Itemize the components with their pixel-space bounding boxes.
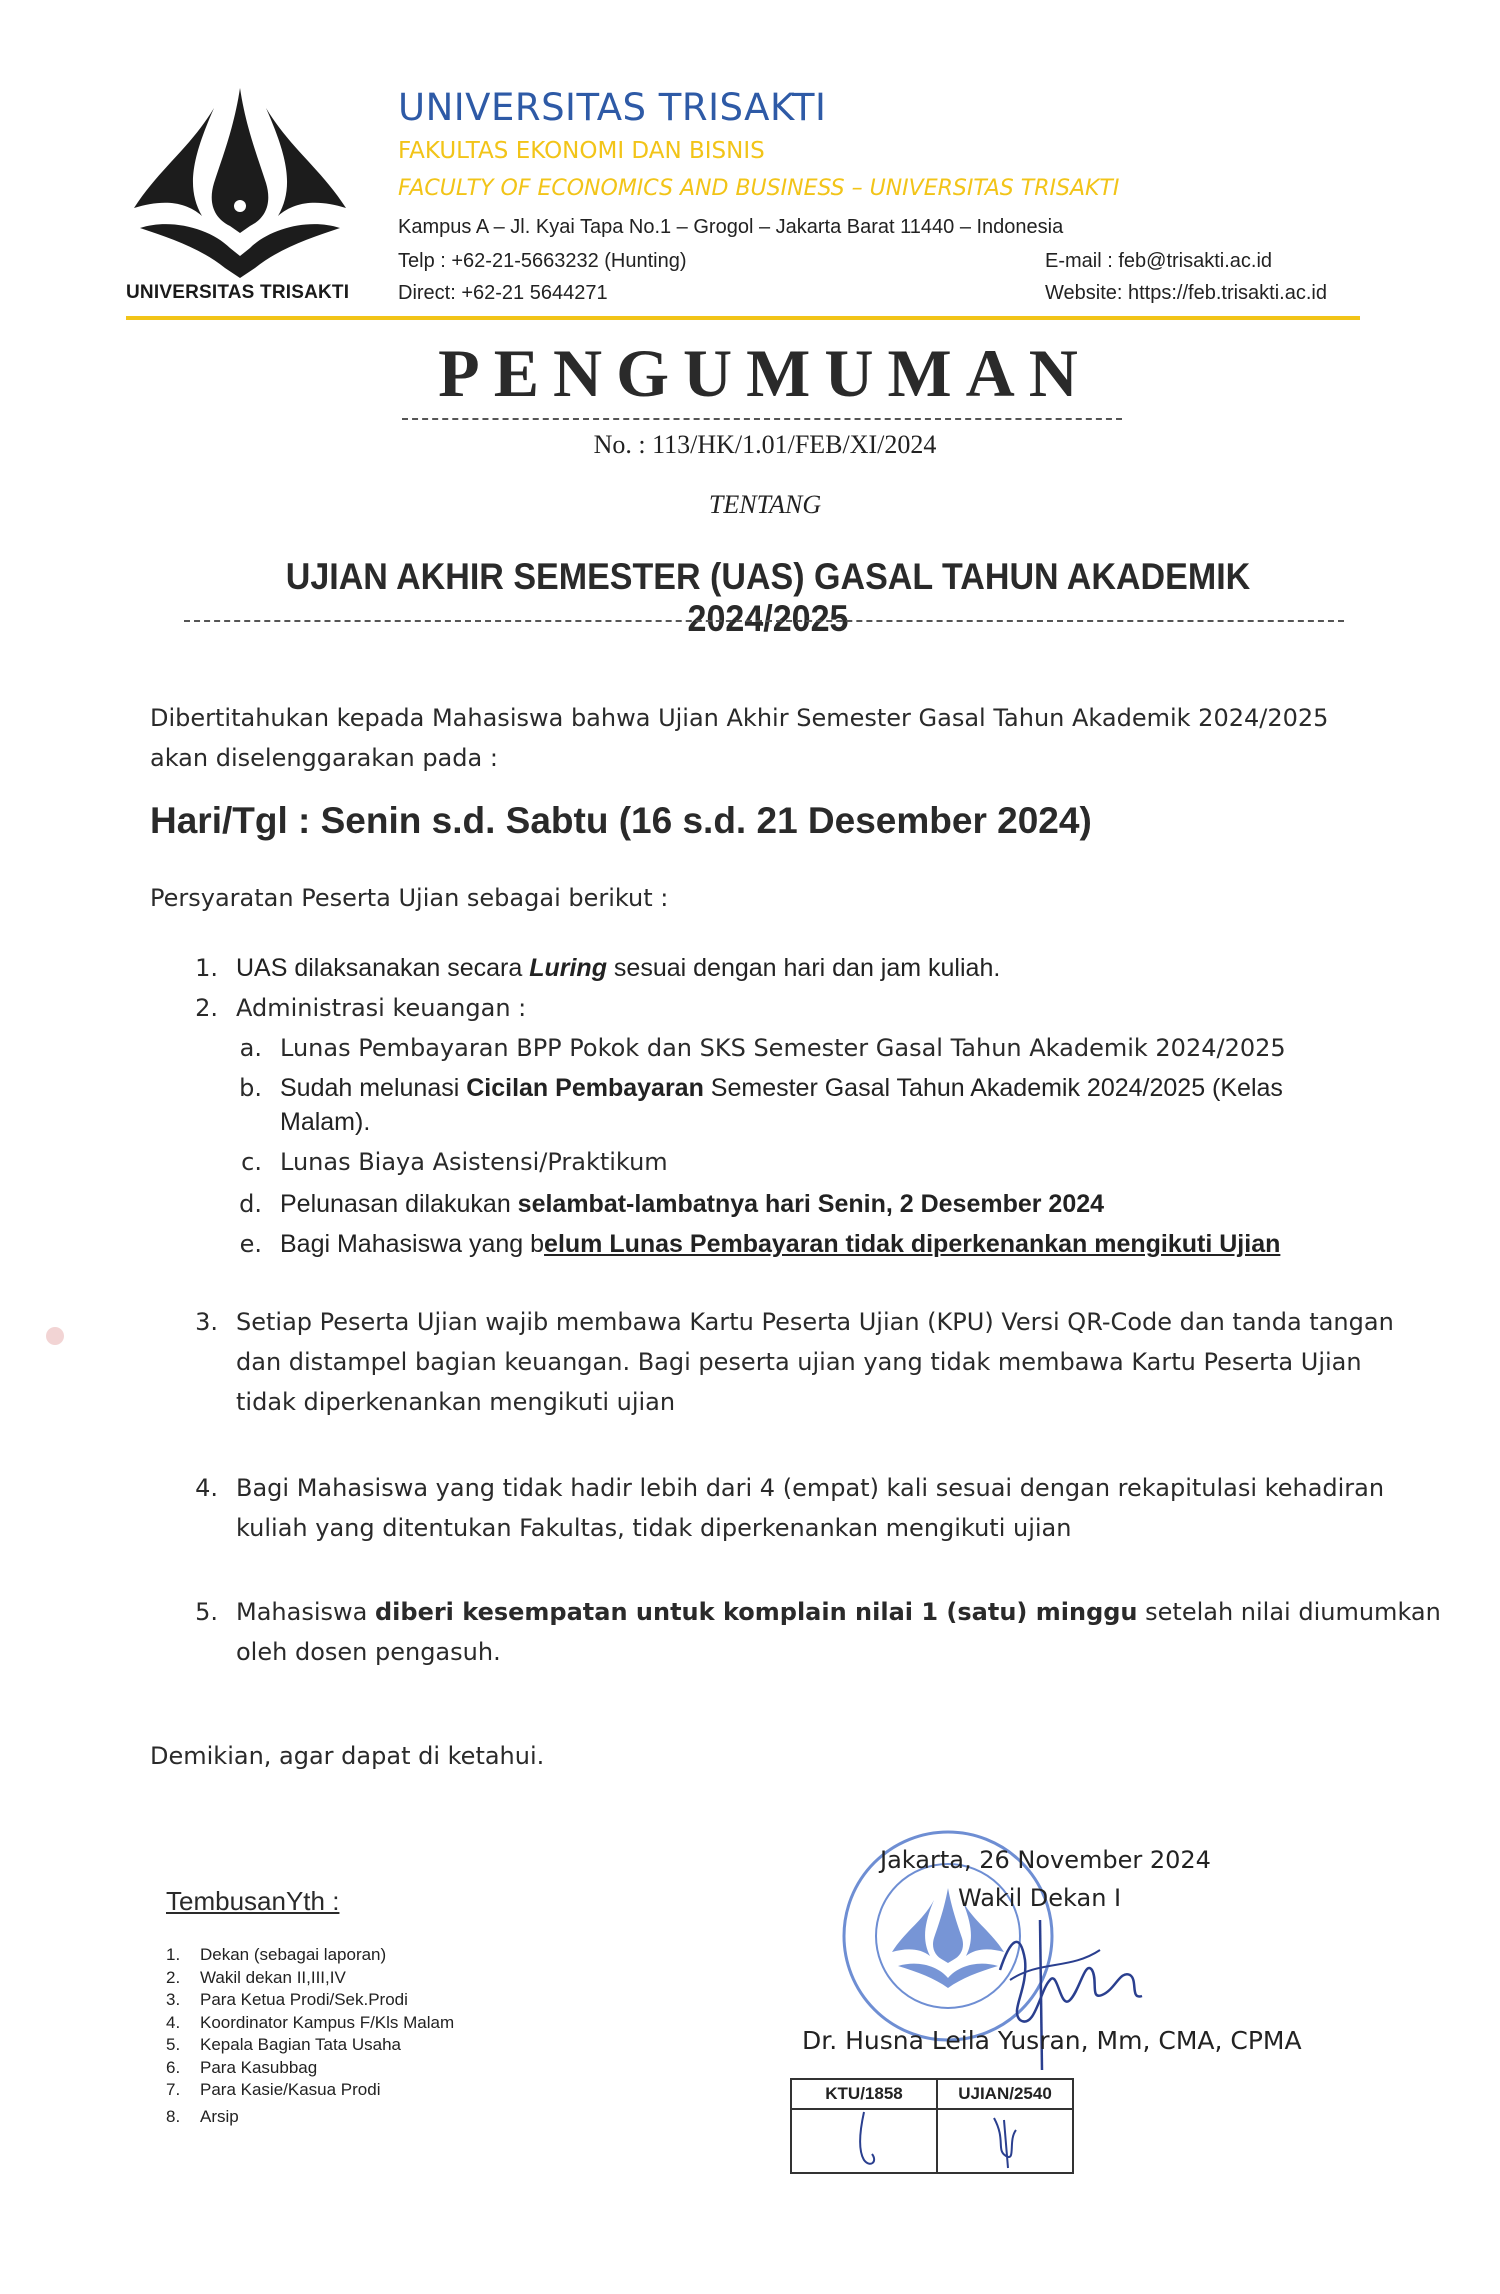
exam-schedule: Hari/Tgl : Senin s.d. Sabtu (16 s.d. 21 Desember 2024) [150, 800, 1092, 841]
faculty-name-id: FAKULTAS EKONOMI DAN BISNIS [398, 138, 765, 164]
list-item: Mahasiswa diberi kesempatan untuk komplain nilai 1 (satu) minggu setelah nilai diumumkan oleh dosen pengasuh. [236, 1598, 1441, 1666]
sublist-letter: e. [239, 1230, 262, 1258]
list-number: 3. [195, 1308, 218, 1336]
subject-divider [184, 620, 1344, 622]
university-name: UNIVERSITAS TRISAKTI [398, 86, 827, 129]
about-label: TENTANG [708, 490, 822, 519]
list-item: 8. Arsip [166, 2106, 239, 2126]
list-number: 2. [195, 994, 218, 1022]
list-number: 1. [195, 954, 218, 982]
approval-label: KTU/1858 [792, 2080, 936, 2110]
cc-title: TembusanYth : [166, 1886, 340, 1916]
emphasis: Luring [529, 954, 607, 982]
approval-cell [792, 2080, 938, 2172]
document-number: No. : 113/HK/1.01/FEB/XI/2024 [593, 430, 937, 459]
sublist-item: Lunas Biaya Asistensi/Praktikum [280, 1148, 668, 1176]
document-title: PENGUMUMAN [438, 335, 1092, 411]
list-item: 1. Dekan (sebagai laporan) [166, 1945, 387, 1964]
list-item: UAS dilaksanakan secara Luring sesuai dengan hari dan jam kuliah. [236, 954, 1001, 982]
document-subject: UJIAN AKHIR SEMESTER (UAS) GASAL TAHUN AKADEMIK 2024/2025 [285, 556, 1251, 639]
list-number: 5. [195, 1598, 218, 1626]
faculty-name-en: FACULTY OF ECONOMICS AND BUSINESS – UNIVERSITAS TRISAKTI [398, 176, 1120, 201]
phone: Telp : +62-21-5663232 (Hunting) [398, 250, 687, 272]
direct-phone: Direct: +62-21 5644271 [398, 282, 608, 304]
logo-caption: UNIVERSITAS TRISAKTI [126, 282, 350, 303]
list-item: Administrasi keuangan : [236, 994, 527, 1022]
list-number: 4. [195, 1474, 218, 1502]
website: Website: https://feb.trisakti.ac.id [1045, 282, 1327, 304]
list-item: 4. Koordinator Kampus F/Kls Malam [166, 2012, 455, 2032]
approval-box [790, 2078, 1074, 2174]
cc-list [166, 1944, 454, 2128]
emphasis: Cicilan Pembayaran [466, 1074, 704, 1102]
requirements-heading: Persyaratan Peserta Ujian sebagai berikut : [150, 884, 669, 912]
signer-position: Wakil Dekan I [958, 1884, 1122, 1912]
approval-label: UJIAN/2540 [938, 2080, 1072, 2110]
emphasis: selambat-lambatnya hari Senin, 2 Desember 2024 [517, 1190, 1105, 1218]
initial-mark [986, 2110, 1026, 2170]
list-item: 2. Wakil dekan II,III,IV [166, 1967, 346, 1987]
sublist-letter: a. [239, 1034, 262, 1062]
sublist-letter: c. [241, 1148, 262, 1176]
list-item: 3. Para Ketua Prodi/Sek.Prodi [166, 1990, 408, 2009]
signing-date: Jakarta, 26 November 2024 [880, 1846, 1211, 1874]
sublist-item: Pelunasan dilakukan selambat-lambatnya hari Senin, 2 Desember 2024 [280, 1190, 1105, 1218]
intro-line: akan diselenggarakan pada : [150, 744, 498, 772]
title-divider [402, 418, 1122, 420]
intro-paragraph [150, 698, 1350, 778]
scan-mark [46, 1327, 64, 1345]
list-item: 7. Para Kasie/Kasua Prodi [166, 2080, 381, 2099]
list-item: Setiap Peserta Ujian wajib membawa Kartu Peserta Ujian (KPU) Versi QR-Code dan tanda tangan dan distampel bagian keuangan. Bagi peserta ujian yang tidak membawa Kartu Peserta Ujian tidak diperkenankan mengikuti ujian [236, 1308, 1394, 1416]
email: E-mail : feb@trisakti.ac.id [1045, 250, 1273, 272]
sublist-letter: b. [239, 1074, 262, 1102]
intro-line: Dibertitahukan kepada Mahasiswa bahwa Ujian Akhir Semester Gasal Tahun Akademik 2024/2025 [150, 704, 1329, 732]
university-logo [130, 88, 350, 278]
sublist-item: Lunas Pembayaran BPP Pokok dan SKS Semester Gasal Tahun Akademik 2024/2025 [280, 1034, 1286, 1062]
sublist-letter: d. [239, 1190, 262, 1218]
initial-mark [854, 2110, 884, 2170]
closing-statement: Demikian, agar dapat di ketahui. [150, 1742, 545, 1770]
approval-cell [938, 2080, 1072, 2172]
emphasis: diberi kesempatan untuk komplain nilai 1 (satu) minggu [374, 1598, 1138, 1626]
address: Kampus A – Jl. Kyai Tapa No.1 – Grogol – Jakarta Barat 11440 – Indonesia [398, 216, 1064, 238]
list-item: 5. Kepala Bagian Tata Usaha [166, 2035, 402, 2054]
list-item: 6. Para Kasubbag [166, 2057, 318, 2077]
header-divider [126, 316, 1360, 320]
list-item: Bagi Mahasiswa yang tidak hadir lebih dari 4 (empat) kali sesuai dengan rekapitulasi kehadiran kuliah yang ditentukan Fakultas, tidak diperkenankan mengikuti ujian [236, 1474, 1385, 1542]
emphasis: elum Lunas Pembayaran tidak diperkenankan mengikuti Ujian [544, 1230, 1281, 1258]
signer-name: Dr. Husna Leila Yusran, Mm, CMA, CPMA [802, 2026, 1302, 2055]
sublist-item: Sudah melunasi Cicilan Pembayaran Semester Gasal Tahun Akademik 2024/2025 (Kelas Malam). [280, 1074, 1283, 1136]
sublist-item: Bagi Mahasiswa yang belum Lunas Pembayaran tidak diperkenankan mengikuti Ujian [280, 1230, 1281, 1258]
